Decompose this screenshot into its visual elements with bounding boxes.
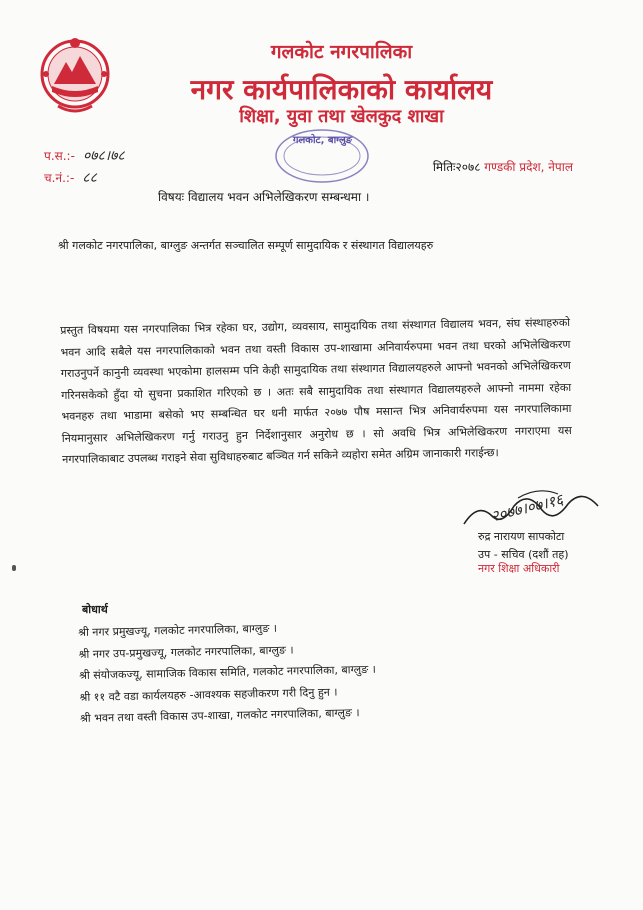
scan-speck: [12, 565, 16, 571]
cc-item: श्री ११ वटै वडा कार्यलयहरु -आवश्यक सहजीकरण गरी दिनु हुन ।: [79, 685, 338, 704]
cn-label: च.नं.:-: [44, 171, 75, 185]
addressee-line: श्री गलकोट नगरपालिका, बाग्लुङ अन्तर्गत सञ्चालित सम्पूर्ण सामुदायिक र संस्थागत विद्यालयहरु: [58, 239, 434, 252]
cc-item: श्री नगर उप-प्रमुखज्यू, गलकोट नगरपालिका, बाग्लुङ ।: [78, 642, 294, 661]
ps-value: ०७८।७८: [82, 148, 125, 164]
cc-list: [78, 616, 377, 730]
letter-body: प्रस्तुत विषयमा यस नगरपालिका भित्र रहेका घर, उद्योग, व्यवसाय, सामुदायिक तथा संस्थागत विद्यालय भवन, संघ संस्थाहरुको भवन आदि सबैले यस नगरपालिकाको भवन तथा वस्ती विकास उप-शाखामा अनिवार्यरुपमा भवन तथा घरको अभिलेखिकरण गराउनुपर्ने कानुनी व्यवस्था भएकोमा हालसम्म पनि केही सामुदायिक तथा संस्थागत विद्यालयहरुले आफ्नो भवनको अभिलेखिकरण गरिनसकेको हुँदा यो सुचना प्रकाशित गरिएको छ । अतः सबै सामुदायिक तथा संस्थागत विद्यालयहरुले आफ्नो नाममा रहेका भवनहरु तथा भाडामा बसेको भए सम्बन्धित घर धनी मार्फत २०७७ पौष मसान्त भित्र अनिवार्यरुपमा यस नगरपालिकामा नियमानुसार अभिलेखिकरण गर्नु गराउनु हुन निर्देशानुसार अनुरोध छ । सो अवधि भित्र अभिलेखिकरण नगराएमा यस नगरपालिकाबाट उपलब्ध गराइने सेवा सुविधाहरुबाट बञ्चित गर्न सकिने व्यहोरा समेत अग्रिम जानाकारी गराईन्छ।: [60, 315, 572, 466]
stamp-text: गलकोट, बाग्लुङ: [292, 135, 353, 146]
signatory-name: रुद्र नारायण सापकोटा: [478, 530, 565, 543]
office-name: नगर कार्यपालिकाको कार्यालय: [190, 73, 493, 106]
cc-title: बोधार्थ: [82, 603, 108, 616]
signature-date: २०७७।०७।१६: [488, 490, 565, 526]
signatory-position: उप - सचिव (दशौं तह): [478, 548, 569, 561]
section-name: शिक्षा, युवा तथा खेलकुद शाखा: [239, 106, 444, 127]
signatory-role: नगर शिक्षा अधिकारी: [478, 562, 560, 575]
subject-line: विषयः विद्यालय भवन अभिलेखिकरण सम्बन्धमा ।: [158, 190, 370, 204]
cn-value: ८८: [82, 170, 97, 186]
province-name: गण्डकी प्रदेश, नेपाल: [484, 160, 573, 174]
signatory-block: [478, 528, 568, 578]
date-line: [433, 158, 573, 175]
date-label: मितिः२०७८: [432, 160, 481, 174]
municipality-name: गलकोट नगरपालिका: [270, 41, 413, 63]
official-stamp: [270, 126, 375, 186]
cc-item: श्री संयोजकज्यू, सामाजिक विकास समिति, गलकोट नगरपालिका, बाग्लुङ ।: [78, 662, 376, 682]
cc-item: श्री भवन तथा वस्ती विकास उप-शाखा, गलकोट नगरपालिका, बाग्लुङ ।: [79, 706, 360, 725]
reference-block: [44, 146, 125, 190]
ps-label: प.स.:-: [44, 149, 75, 163]
cc-item: श्री नगर प्रमुखज्यू, गलकोट नगरपालिका, बाग्लुङ ।: [78, 621, 278, 639]
